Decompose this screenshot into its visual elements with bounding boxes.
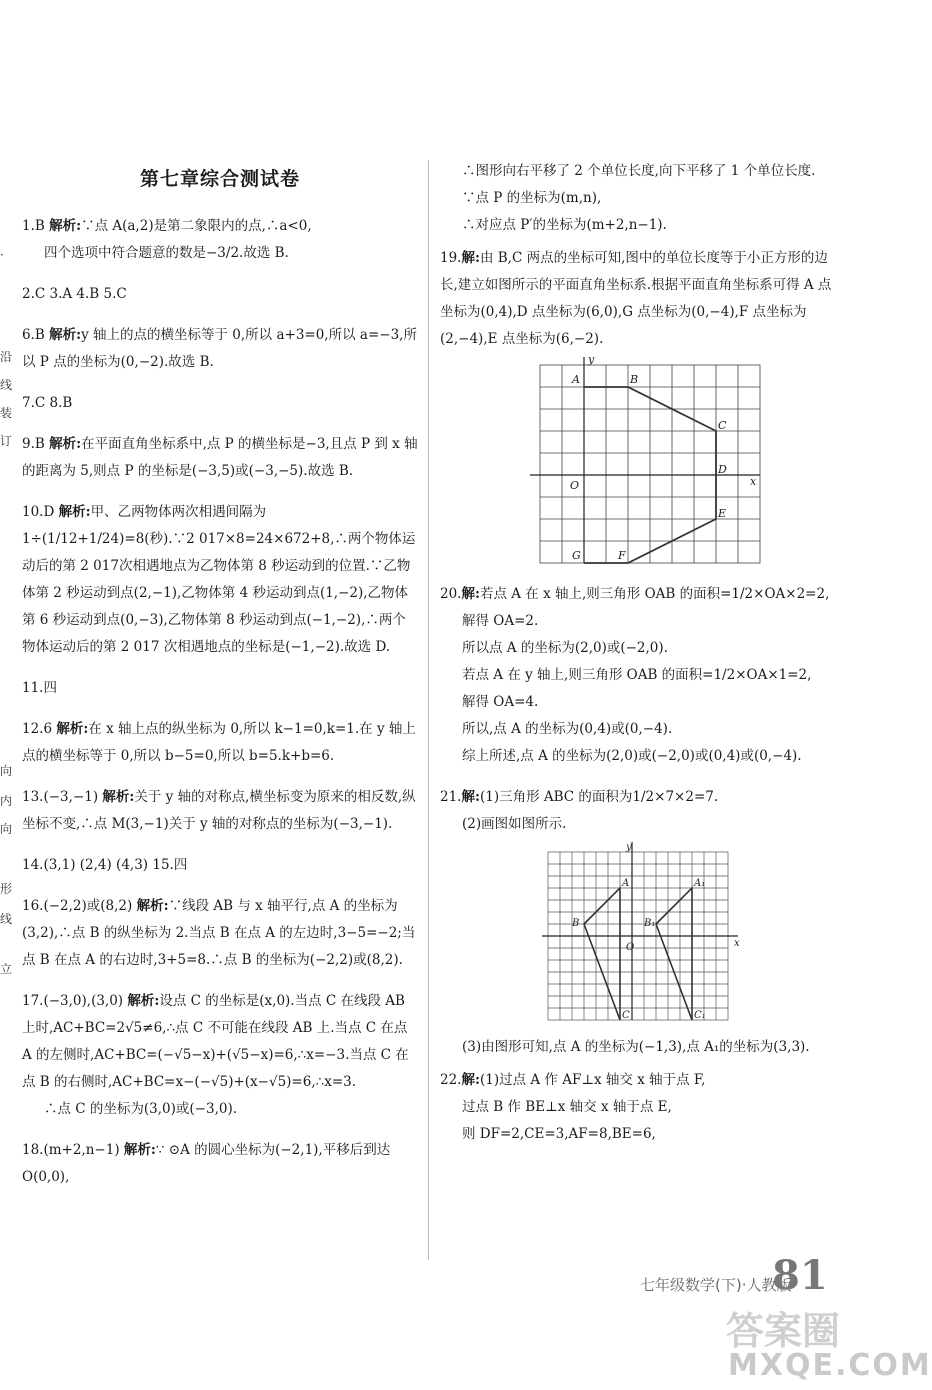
label-O: O <box>626 942 635 953</box>
left-column <box>22 158 418 1205</box>
answer-11: 11.四 <box>22 680 57 696</box>
label-B: B <box>572 918 580 929</box>
margin-mark: 立 <box>0 962 13 976</box>
label-O: O <box>570 479 580 492</box>
answer-22: 22.解:(1)过点 A 作 AF⊥x 轴交 x 轴于点 F, 过点 B 作 BE⊥x 轴交 x 轴于点 E, 则 DF=2,CE=3,AF=8,BE=6, <box>440 1072 706 1142</box>
answer-14-15: 14.(3,1) (2,4) (4,3) 15.四 <box>22 857 188 873</box>
answer-7-8: 7.C 8.B <box>22 395 73 411</box>
margin-mark: 向 <box>0 822 13 836</box>
page-number: 81 <box>772 1252 828 1299</box>
right-column <box>440 158 840 1162</box>
page-title: 第七章综合测试卷 <box>139 168 300 190</box>
footer-book-title: 七年级数学(下)·人教版 <box>640 1276 792 1294</box>
label-B: B <box>630 373 639 386</box>
figure-21-svg <box>548 842 748 1022</box>
margin-mark: 内 <box>0 794 13 808</box>
margin-mark: 线 <box>0 912 13 926</box>
label-E: E <box>718 507 727 520</box>
figure-19-grid <box>540 353 840 571</box>
label-A1: A₁ <box>694 878 706 889</box>
label-B1: B₁ <box>644 918 656 929</box>
column-divider <box>428 160 429 1260</box>
margin-mark: 形 <box>0 882 13 896</box>
margin-mark: 订 <box>0 434 13 448</box>
answer-18-cont: ∴图形向右平移了 2 个单位长度,向下平移了 1 个单位长度. ∵点 P 的坐标为(m,n), ∴对应点 P′的坐标为(m+2,n−1). <box>462 163 816 233</box>
answer-6: 6.B 解析:y 轴上的点的横坐标等于 0,所以 a+3=0,所以 a=−3,所以 P 点的坐标为(0,−2).故选 B. <box>22 327 417 370</box>
label-G: G <box>572 549 581 562</box>
answer-12: 12.6 解析:在 x 轴上点的纵坐标为 0,所以 k−1=0,k=1.在 y 轴上点的横坐标等于 0,所以 b−5=0,所以 b=5.k+b=6. <box>22 721 416 764</box>
label-A: A <box>622 878 630 889</box>
answer-21-3: (3)由图形可知,点 A 的坐标为(−1,3),点 A₁的坐标为(3,3). <box>462 1039 810 1055</box>
triangle-ABC <box>584 888 620 1020</box>
margin-mark: 线 <box>0 378 13 392</box>
answer-18: 18.(m+2,n−1) 解析:∵ ⊙A 的圆心坐标为(−2,1),平移后到达 O(0,0), <box>22 1142 391 1185</box>
margin-mark: 沿 <box>0 350 13 364</box>
answer-9: 9.B 解析:在平面直角坐标系中,点 P 的横坐标是−3,且点 P 到 x 轴的距离为 5,则点 P 的坐标是(−3,5)或(−3,−5).故选 B. <box>22 436 418 479</box>
label-C1: C₁ <box>694 1010 706 1021</box>
answer-17: 17.(−3,0),(3,0) 解析:设点 C 的坐标是(x,0).当点 C 在线段 AB 上时,AC+BC=2√5≠6,∴点 C 不可能在线段 AB 上.当点 C 在点 A 的左侧时,AC+BC=(−√5−x)+(√5−x)=6,∴x=−3.当点 C 在点 B 的右侧时,AC+BC=x−(−√5)+(x−√5)=6,∴x=3. ∴点 C 的坐标为(3,0)或(−3,0). <box>22 993 409 1117</box>
watermark-site: MXQE.COM <box>728 1348 932 1383</box>
y-axis-label: y <box>588 353 595 366</box>
answer-20: 20.解:若点 A 在 x 轴上,则三角形 OAB 的面积=1/2×OA×2=2, 解得 OA=2. 所以点 A 的坐标为(2,0)或(−2,0). 若点 A 在 y 轴上,则三角形 OAB 的面积=1/2×OA×1=2, 解得 OA=4. 所以,点 A 的坐标为(0,4)或(0,−4). 综上所述,点 A 的坐标为(2,0)或(−2,0)或(0,4)或(0,−4). <box>440 586 830 764</box>
margin-mark: · <box>0 248 4 262</box>
figure-21-grid <box>548 842 840 1026</box>
answer-1: 1.B 解析:∵点 A(a,2)是第二象限内的点,∴a<0, 四个选项中符合题意的数是−3/2.故选 B. <box>22 218 312 261</box>
y-axis-label: y <box>626 842 632 853</box>
x-axis-label: x <box>750 475 757 488</box>
figure-19-svg <box>540 353 760 567</box>
label-C: C <box>718 419 727 432</box>
margin-mark: 向 <box>0 764 13 778</box>
watermark <box>718 1300 932 1388</box>
margin-mark: 装 <box>0 406 13 420</box>
watermark-glyphs: 答案圈 <box>726 1309 841 1353</box>
label-D: D <box>718 463 727 476</box>
label-F: F <box>618 549 626 562</box>
answer-16: 16.(−2,2)或(8,2) 解析:∵线段 AB 与 x 轴平行,点 A 的坐标为(3,2),∴点 B 的纵坐标为 2.当点 B 在点 A 的左边时,3−5=−2;当点 B 在点 A 的右边时,3+5=8.∴点 B 的坐标为(−2,2)或(8,2). <box>22 898 416 968</box>
answer-21: 21.解:(1)三角形 ABC 的面积为1/2×7×2=7. (2)画图如图所示. <box>440 789 719 832</box>
triangle-A1B1C1 <box>656 888 692 1020</box>
answer-2-5: 2.C 3.A 4.B 5.C <box>22 286 127 302</box>
answer-19: 19.解:由 B,C 两点的坐标可知,图中的单位长度等于小正方形的边长,建立如图所示的平面直角坐标系.根据平面直角坐标系可得 A 点坐标为(0,4),D 点坐标为(6,0),G 点坐标为(0,−4),F 点坐标为(2,−4),E 点坐标为(6,−2). <box>440 250 832 347</box>
label-A: A <box>572 373 580 386</box>
answer-10: 10.D 解析:甲、乙两物体两次相遇间隔为 1÷(1/12+1/24)=8(秒).∵2 017×8=24×672+8,∴两个物体运动后的第 2 017次相遇地点为乙物体第 8 秒运动到的位置.∵乙物体第 2 秒运动到点(2,−1),乙物体第 4 秒运动到点(1,−2),乙物体第 6 秒运动到点(0,−3),乙物体第 8 秒运动到点(−1,−2),∴两个物体运动后的第 2 017 次相遇地点的坐标是(−1,−2).故选 D. <box>22 504 416 655</box>
label-C: C <box>622 1010 630 1021</box>
x-axis-label: x <box>734 938 740 949</box>
binding-margin-marks <box>0 180 12 1080</box>
answer-13: 13.(−3,−1) 解析:关于 y 轴的对称点,横坐标变为原来的相反数,纵坐标不变,∴点 M(3,−1)关于 y 轴的对称点的坐标为(−3,−1). <box>22 789 416 832</box>
